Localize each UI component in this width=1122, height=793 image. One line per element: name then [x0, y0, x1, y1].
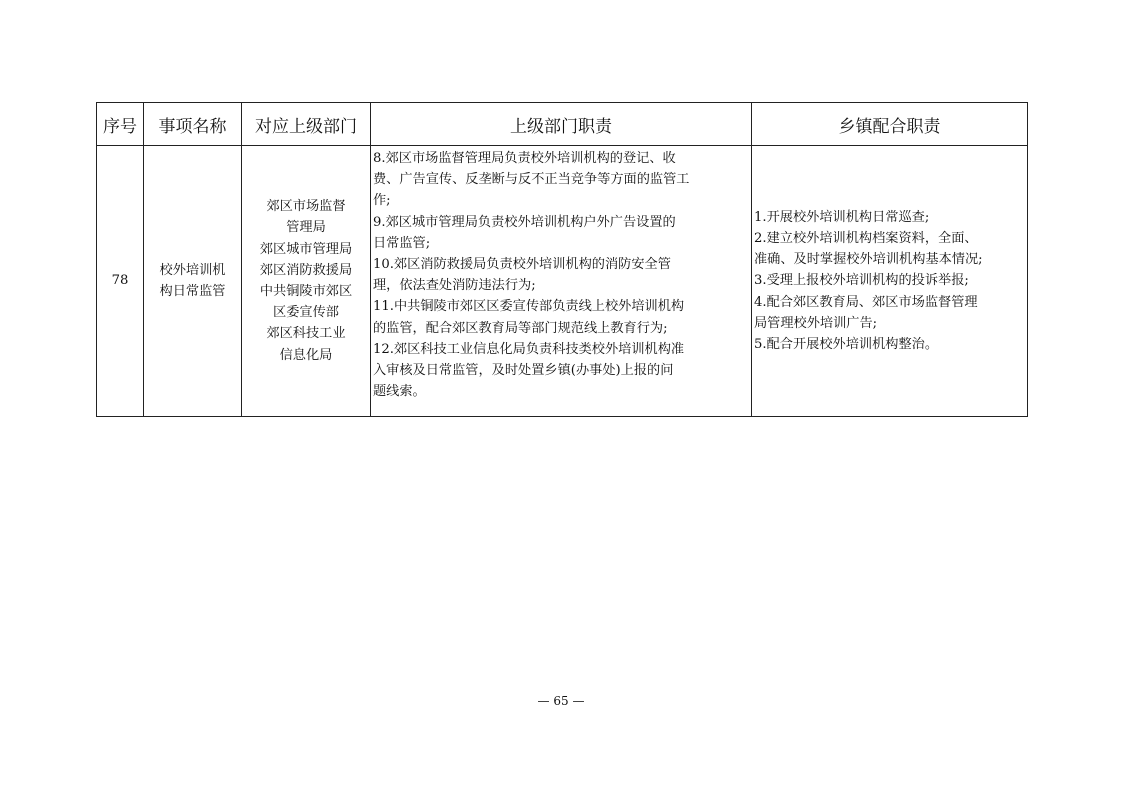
item-name-line: 校外培训机 — [159, 262, 226, 278]
upper-duty-line: 费、广告宣传、反垄断与反不正当竞争等方面的监管工 — [373, 172, 690, 188]
duties-table — [96, 102, 1028, 417]
department-line: 信息化局 — [279, 347, 333, 363]
upper-duty-line: 11.中共铜陵市郊区区委宣传部负责线上校外培训机构 — [373, 299, 685, 315]
department-line: 郊区城市管理局 — [259, 241, 353, 257]
table-row — [97, 146, 1028, 417]
township-duty-line: 3.受理上报校外培训机构的投诉举报; — [754, 273, 969, 289]
upper-duty-line: 12.郊区科技工业信息化局负责科技类校外培训机构准 — [373, 341, 685, 357]
table-header — [97, 103, 1028, 146]
header-row — [97, 103, 1028, 146]
upper-duty-line: 的监管，配合郊区教育局等部门规范线上教育行为; — [373, 320, 668, 336]
department-line: 管理局 — [286, 220, 326, 236]
upper-duty-line: 题线索。 — [373, 384, 426, 400]
upper-duty-line: 入审核及日常监管，及时处置乡镇(办事处)上报的问 — [373, 363, 674, 379]
township-duty-line: 2.建立校外培训机构档案资料，全面、 — [754, 230, 978, 246]
department-line: 郊区消防救援局 — [259, 262, 353, 278]
upper-duty-line: 作; — [373, 193, 391, 209]
township-duty-line: 1.开展校外培训机构日常巡查; — [754, 209, 930, 225]
department-line: 中共铜陵市郊区 — [259, 284, 353, 299]
cell-item-name — [144, 146, 242, 417]
department-line: 郊区市场监督 — [266, 199, 346, 215]
upper-duty-line: 8.郊区市场监督管理局负责校外培训机构的登记、收 — [373, 151, 676, 166]
header-township-duties: 乡镇配合职责 — [752, 103, 1028, 146]
upper-duty-line: 9.郊区城市管理局负责校外培训机构户外广告设置的 — [373, 214, 676, 230]
header-upper-department: 对应上级部门 — [242, 103, 371, 146]
upper-duty-line: 理，依法查处消防违法行为; — [373, 278, 536, 294]
township-duty-line: 准确、及时掌握校外培训机构基本情况; — [754, 252, 983, 268]
township-duty-line: 4.配合郊区教育局、郊区市场监督管理 — [754, 294, 978, 310]
header-upper-duties: 上级部门职责 — [371, 103, 752, 146]
page-number: — 65 — — [537, 694, 585, 708]
upper-duty-line: 日常监管; — [373, 235, 431, 251]
department-line: 区委宣传部 — [273, 305, 339, 321]
department-line: 郊区科技工业 — [266, 326, 346, 342]
cell-township-duties — [752, 146, 1028, 417]
upper-duty-line: 10.郊区消防救援局负责校外培训机构的消防安全管 — [373, 257, 671, 273]
township-duty-line: 5.配合开展校外培训机构整治。 — [754, 337, 939, 352]
cell-serial-number: 78 — [97, 146, 144, 417]
cell-upper-duties — [371, 146, 752, 417]
table-body — [97, 146, 1028, 417]
item-name-line: 构日常监管 — [159, 284, 226, 299]
cell-upper-department — [242, 146, 371, 417]
township-duty-line: 局管理校外培训广告; — [754, 315, 878, 331]
header-serial-number: 序号 — [97, 103, 144, 146]
header-item-name: 事项名称 — [144, 103, 242, 146]
